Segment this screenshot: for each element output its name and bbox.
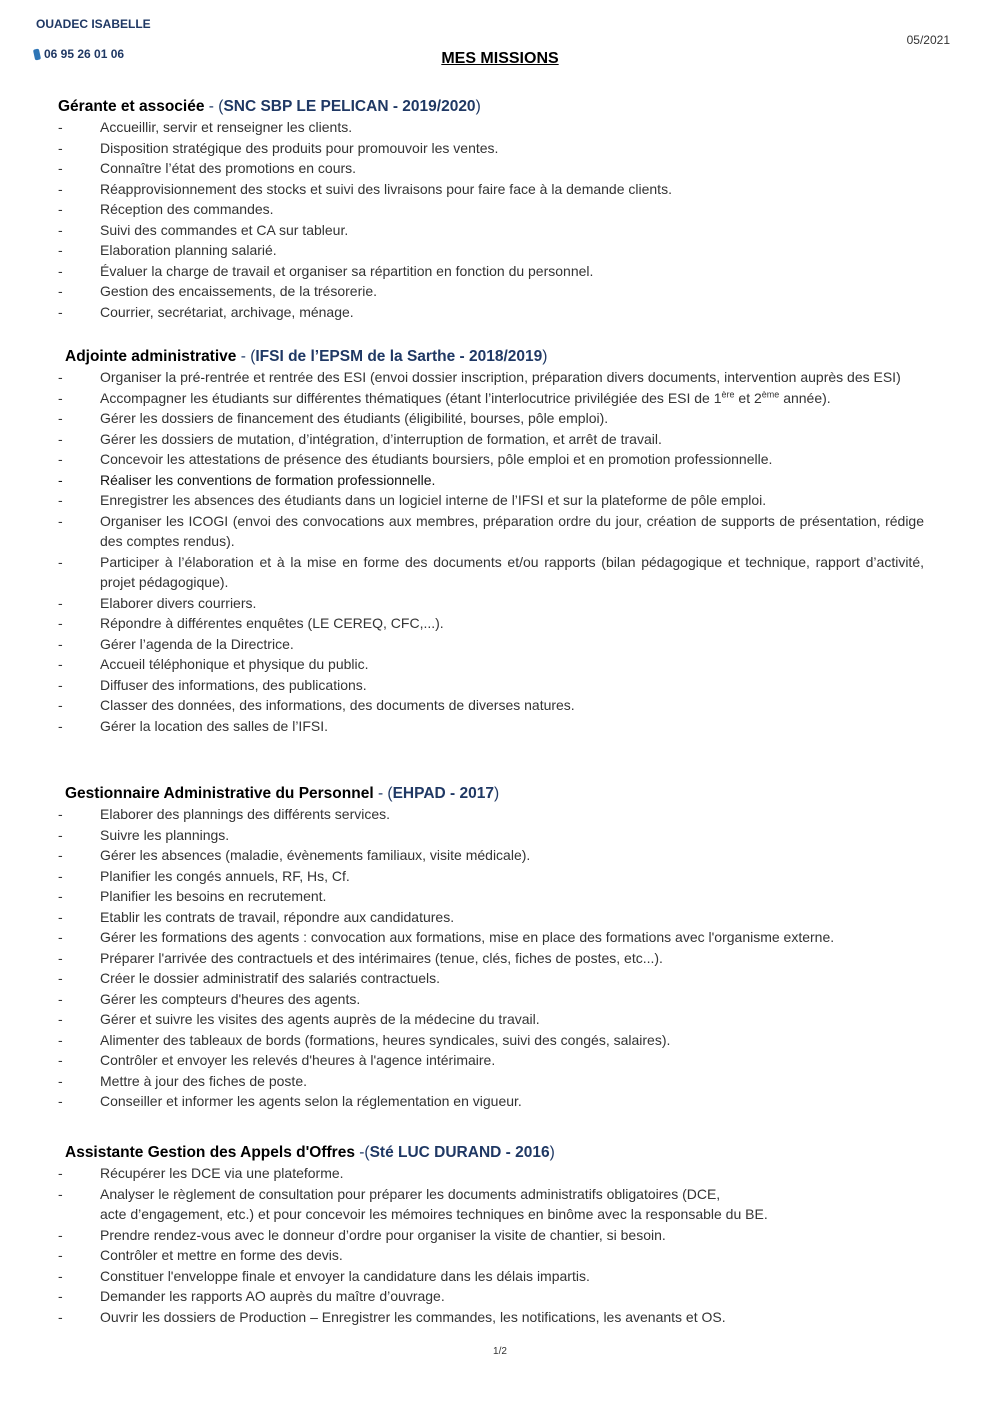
list-item: - Planifier les congés annuels, RF, Hs, Cf. [58, 866, 924, 887]
list-item: - Réapprovisionnement des stocks et suivi des livraisons pour faire face à la demande clients. [58, 179, 924, 200]
section-gestionnaire [58, 784, 924, 1112]
section-organisation: IFSI de l’EPSM de la Sarthe - 2018/2019 [255, 348, 543, 365]
list-item: - Prendre rendez-vous avec le donneur d’ordre pour organiser la visite de chantier, si besoin. [58, 1225, 924, 1246]
section-role: Gestionnaire Administrative du Personnel [65, 785, 374, 802]
list-item-thematiques: - Accompagner les étudiants sur différentes thématiques (étant l’interlocutrice privilégiée des ESI de 1ère et 2ème année). [58, 388, 924, 409]
header-date: 05/2021 [906, 33, 950, 47]
mission-list [58, 367, 924, 736]
list-item: - Conseiller et informer les agents selon la réglementation en vigueur. [58, 1091, 924, 1112]
list-item: - Suivre les plannings. [58, 825, 924, 846]
section-heading: Adjointe administrative - (IFSI de l’EPSM de la Sarthe - 2018/2019) [65, 348, 548, 365]
list-item: - Suivi des commandes et CA sur tableur. [58, 220, 924, 241]
page-title: MES MISSIONS [441, 50, 559, 67]
list-item: - Elaborer divers courriers. [58, 593, 924, 614]
list-item: - Connaître l’état des promotions en cours. [58, 158, 924, 179]
section-separator: - [373, 785, 388, 802]
section-heading: Gérante et associée - (SNC SBP LE PELICAN - 2019/2020) [58, 98, 481, 115]
list-item: - Organiser la pré-rentrée et rentrée des ESI (envoi dossier inscription, préparation divers documents, intervention auprès des ESI) [58, 367, 924, 388]
list-item: - Préparer l'arrivée des contractuels et des intérimaires (tenue, clés, fiches de postes, etc...). [58, 948, 924, 969]
section-separator: - [204, 98, 219, 115]
mission-list [58, 117, 924, 322]
list-item: - Gérer l’agenda de la Directrice. [58, 634, 924, 655]
list-item: - Gérer les compteurs d'heures des agents. [58, 989, 924, 1010]
list-item: - Ouvrir les dossiers de Production – Enregistrer les commandes, les notifications, les avenants et OS. [58, 1307, 924, 1328]
list-item: - Etablir les contrats de travail, répondre aux candidatures. [58, 907, 924, 928]
list-item: - Disposition stratégique des produits pour promouvoir les ventes. [58, 138, 924, 159]
section-separator: - [236, 348, 251, 365]
list-item: - Organiser les ICOGI (envoi des convocations aux membres, préparation ordre du jour, création de supports de présentation, rédige des comptes rendus). [58, 511, 924, 552]
list-item: - Participer à l’élaboration et à la mise en forme des documents et/ou rapports (bilan pédagogique et technique, rapport d’activité, projet pédagogique). [58, 552, 924, 593]
list-item: - Accueillir, servir et renseigner les clients. [58, 117, 924, 138]
mission-list [58, 1163, 924, 1327]
list-item: - Gérer les dossiers de financement des étudiants (éligibilité, bourses, pôle emploi). [58, 408, 924, 429]
list-item: - Mettre à jour des fiches de poste. [58, 1071, 924, 1092]
section-heading: Assistante Gestion des Appels d'Offres -(Sté LUC DURAND - 2016) [65, 1144, 555, 1161]
list-item: - Enregistrer les absences des étudiants dans un logiciel interne de l’IFSI et sur la plateforme de pôle emploi. [58, 490, 924, 511]
list-item: - Diffuser des informations, des publications. [58, 675, 924, 696]
section-role: Adjointe administrative [65, 348, 237, 365]
mission-list [58, 804, 924, 1112]
list-item: - Concevoir les attestations de présence des étudiants boursiers, pôle emploi et en promotion professionnelle. [58, 449, 924, 470]
section-heading: Gestionnaire Administrative du Personnel - (EHPAD - 2017) [65, 785, 500, 802]
list-item: - Réception des commandes. [58, 199, 924, 220]
section-gerante [58, 97, 924, 322]
list-item: - Elaboration planning salarié. [58, 240, 924, 261]
section-appels-offres [58, 1143, 924, 1327]
section-organisation: Sté LUC DURAND - 2016 [369, 1144, 550, 1161]
section-role: Assistante Gestion des Appels d'Offres [65, 1144, 355, 1161]
header-name: OUADEC ISABELLE [36, 17, 151, 31]
list-item: - Gérer les formations des agents : convocation aux formations, mise en place des formations avec l'organisme externe. [58, 927, 924, 948]
list-item: - Elaborer des plannings des différents services. [58, 804, 924, 825]
section-separator: - [354, 1144, 365, 1161]
list-item: - Contrôler et mettre en forme des devis. [58, 1245, 924, 1266]
list-item-continuation: acte d’engagement, etc.) et pour concevoir les mémoires techniques en binôme avec la responsable du BE. [100, 1206, 768, 1222]
list-item: - Créer le dossier administratif des salariés contractuels. [58, 968, 924, 989]
list-item: - Récupérer les DCE via une plateforme. [58, 1163, 924, 1184]
list-item: - Contrôler et envoyer les relevés d'heures à l'agence intérimaire. [58, 1050, 924, 1071]
list-item: - Demander les rapports AO auprès du maître d’ouvrage. [58, 1286, 924, 1307]
section-role: Gérante et associée [58, 98, 205, 115]
list-item: - Gérer les dossiers de mutation, d’intégration, d’interruption de formation, et arrêt de travail. [58, 429, 924, 450]
list-item: - Gestion des encaissements, de la trésorerie. [58, 281, 924, 302]
list-item: - Évaluer la charge de travail et organiser sa répartition en fonction du personnel. [58, 261, 924, 282]
list-item: - Alimenter des tableaux de bords (formations, heures syndicales, suivi des congés, salaires). [58, 1030, 924, 1051]
list-item: - Courrier, secrétariat, archivage, ménage. [58, 302, 924, 323]
list-item: - Gérer la location des salles de l’IFSI. [58, 716, 924, 737]
list-item: - Accueil téléphonique et physique du public. [58, 654, 924, 675]
list-item: - Réaliser les conventions de formation professionnelle. [58, 470, 924, 491]
list-item: - Gérer les absences (maladie, évènements familiaux, visite médicale). [58, 845, 924, 866]
section-adjointe [58, 347, 924, 736]
list-item: - Constituer l'enveloppe finale et envoyer la candidature dans les délais impartis. [58, 1266, 924, 1287]
phone-number: 06 95 26 01 06 [44, 47, 125, 61]
section-organisation: SNC SBP LE PELICAN - 2019/2020 [223, 98, 476, 115]
page-number: 1/2 [493, 1346, 507, 1357]
list-item: - Planifier les besoins en recrutement. [58, 886, 924, 907]
list-item: - Gérer et suivre les visites des agents auprès de la médecine du travail. [58, 1009, 924, 1030]
list-item: - Répondre à différentes enquêtes (LE CEREQ, CFC,...). [58, 613, 924, 634]
section-organisation: EHPAD - 2017 [392, 785, 494, 802]
list-item: - Analyser le règlement de consultation pour préparer les documents administratifs obligatoires (DCE, [58, 1184, 924, 1205]
list-item: - Classer des données, des informations, des documents de diverses natures. [58, 695, 924, 716]
